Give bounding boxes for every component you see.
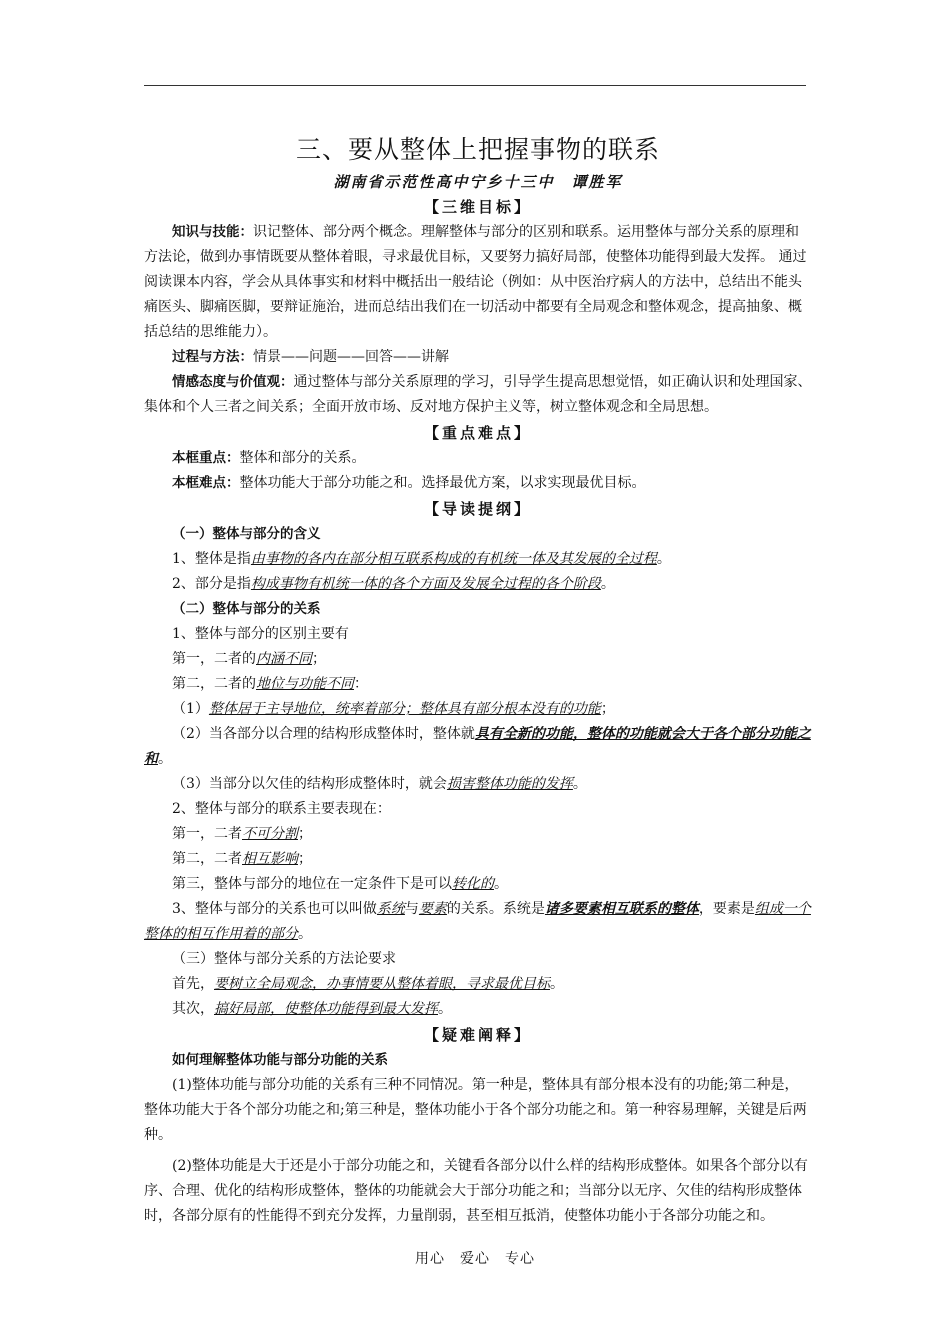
header-rule <box>144 85 806 86</box>
goal-emotion-label: 情感态度与价值观： <box>172 374 294 390</box>
keypoint-focus-label: 本框重点： <box>172 450 240 466</box>
outline-text: 3、整体与部分的关系也可以叫做 <box>172 901 377 917</box>
document-body <box>144 130 812 1229</box>
faq-answer-2: (2)整体功能是大于还是小于部分功能之和，关键看各部分以什么样的结构形成整体。如果各个部分以有序、合理、优化的结构形成整体，整体的功能就会大于部分功能之和；当部分以无序、欠佳的结构形成整体时，各部分原有的性能得不到充分发挥，力量削弱，甚至相互抵消，使整体功能小于各部分功能之和。 <box>144 1158 808 1224</box>
section-heading-faq: 【疑难阐释】 <box>423 1026 532 1044</box>
faq-question: 如何理解整体功能与部分功能的关系 <box>172 1052 388 1068</box>
outline-answer: 转化的 <box>452 876 494 892</box>
outline-answer: 由事物的各内在部分相互联系构成的有机统一体及其发展的全过程 <box>250 551 657 567</box>
outline-line <box>144 897 812 947</box>
keypoint-difficulty-text: 整体功能大于部分功能之和。选择最优方案，以求实现最优目标。 <box>239 475 646 491</box>
outline-heading-3: （三）整体与部分关系的方法论要求 <box>172 951 396 967</box>
outline-text: 其次， <box>172 1001 214 1017</box>
faq-answer-1: (1)整体功能与部分功能的关系有三种不同情况。第一种是，整体具有部分根本没有的功能;第二种是，整体功能大于各个部分功能之和;第三种是，整体功能小于各个部分功能之和。第一种容易理解，关键是后两种。 <box>144 1077 807 1143</box>
outline-answer: 构成事物有机统一体的各个方面及发展全过程的各个阶段 <box>250 576 601 592</box>
outline-line <box>144 847 812 872</box>
outline-answer: 内涵不同 <box>256 651 312 667</box>
outline-heading-1: （一）整体与部分的含义 <box>172 526 321 542</box>
keypoint-difficulty-label: 本框难点： <box>172 475 240 491</box>
outline-text: 第三，整体与部分的地位在一定条件下是可以 <box>172 876 452 892</box>
section-heading-keypoints: 【重点难点】 <box>423 424 532 442</box>
outline-text: 。 <box>656 551 671 567</box>
outline-answer: 具有全新的功能，整体的功能就会大于各个部分功能之和 <box>144 726 811 767</box>
outline-text: 。 <box>494 876 508 892</box>
goal-process-label: 过程与方法： <box>172 349 253 365</box>
author-line: 湖南省示范性高中宁乡十三中 谭胜军 <box>333 173 623 191</box>
goal-knowledge-text: 识记整体、部分两个概念。理解整体与部分的区别和联系。运用整体与部分关系的原理和方法论，做到办事情既要从整体着眼，寻求最优目标，又要努力搞好局部，使整体功能得到最大发挥。 通过阅读课本内容，学会从具体事实和材料中概括出一般结论（例如：从中医治疗病人的方法中，总结出不能头痛医头、脚痛医脚，要辩证施治，进而总结出我们在一切活动中都要有全局观念和整体观念，提高抽象、概括总结的思维能力）。 <box>144 224 807 340</box>
outline-text: ； <box>312 651 326 667</box>
outline-answer: 搞好局部，使整体功能得到最大发挥 <box>214 1001 438 1017</box>
goal-knowledge-label: 知识与技能： <box>172 224 253 240</box>
goal-process-text: 情景——问题——回答——讲解 <box>253 349 449 365</box>
outline-line <box>144 572 812 597</box>
outline-text: 与 <box>404 901 419 917</box>
outline-answer: 要树立全局观念，办事情要从整体着眼，寻求最优目标 <box>214 976 550 992</box>
outline-text: 的关系。系统是 <box>446 901 545 917</box>
outline-text: 1、整体是指 <box>172 551 251 567</box>
outline-answer: 整体居于主导地位，统率着部分；整体具有部分根本没有的功能 <box>208 701 601 717</box>
outline-answer: 要素 <box>418 901 447 917</box>
outline-text: 第一，二者 <box>172 826 242 842</box>
outline-text: ； <box>298 826 312 842</box>
outline-answer: 相互影响 <box>242 851 298 867</box>
page-title: 三、要从整体上把握事物的联系 <box>295 135 660 164</box>
outline-line <box>144 722 812 772</box>
outline-text: 。 <box>550 976 564 992</box>
outline-text: ； <box>298 851 312 867</box>
outline-answer: 不可分割 <box>242 826 298 842</box>
outline-text: ： <box>354 676 368 692</box>
outline-text: 第一，二者的 <box>172 651 256 667</box>
outline-text: （2）当各部分以合理的结构形成整体时，整体就 <box>172 726 475 742</box>
outline-line <box>144 772 812 797</box>
outline-answer: 系统 <box>376 901 405 917</box>
outline-line <box>144 672 812 697</box>
outline-text: 。 <box>600 576 615 592</box>
outline-text: 首先， <box>172 976 214 992</box>
outline-line <box>144 697 812 722</box>
outline-text: （1） <box>172 701 209 717</box>
outline-text: 。 <box>298 926 312 942</box>
outline-line <box>144 547 812 572</box>
goal-process <box>144 345 812 370</box>
outline-text: ； <box>600 701 615 717</box>
outline-line: 2、整体与部分的联系主要表现在： <box>172 801 391 817</box>
outline-answer: 诸多要素相互联系的整体 <box>544 901 699 917</box>
goal-emotion-text: 通过整体与部分关系原理的学习，引导学生提高思想觉悟，如正确认识和处理国家、集体和个人三者之间关系；全面开放市场、反对地方保护主义等，树立整体观念和全局思想。 <box>144 374 812 415</box>
keypoint-difficulty <box>144 471 812 496</box>
keypoint-focus <box>144 446 812 471</box>
keypoint-focus-text: 整体和部分的关系。 <box>239 450 366 466</box>
outline-line <box>144 972 812 997</box>
outline-line <box>144 872 812 897</box>
outline-heading-2: （二）整体与部分的关系 <box>172 601 321 617</box>
outline-text: 2、部分是指 <box>172 576 251 592</box>
outline-text: 。 <box>572 776 587 792</box>
outline-text: 。 <box>438 1001 452 1017</box>
goal-knowledge <box>144 220 812 345</box>
outline-text: 。 <box>158 751 172 767</box>
outline-text: 第二，二者 <box>172 851 242 867</box>
outline-line: 1、整体与部分的区别主要有 <box>172 626 349 642</box>
outline-line <box>144 997 812 1022</box>
outline-text: 第二，二者的 <box>172 676 256 692</box>
outline-text: ，要素是 <box>698 901 755 917</box>
outline-line <box>144 822 812 847</box>
section-heading-goals: 【三维目标】 <box>423 198 532 216</box>
page-footer: 用心 爱心 专心 <box>415 1251 535 1267</box>
outline-line <box>144 647 812 672</box>
outline-answer: 损害整体功能的发挥 <box>446 776 573 792</box>
goal-emotion <box>144 370 812 420</box>
section-heading-outline: 【导读提纲】 <box>423 500 532 518</box>
outline-text: （3）当部分以欠佳的结构形成整体时，就会 <box>172 776 447 792</box>
outline-answer: 组成一个整体的相互作用着的部分 <box>144 901 811 942</box>
outline-answer: 地位与功能不同 <box>256 676 354 692</box>
